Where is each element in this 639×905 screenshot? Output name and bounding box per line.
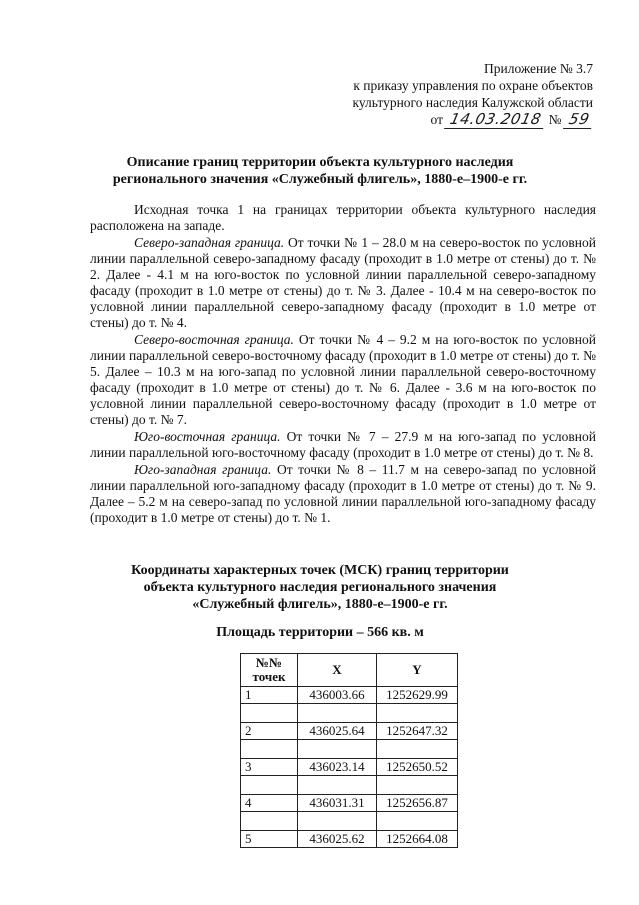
cell-x: 436025.62 [298,831,377,848]
cell-x: 436003.66 [298,687,377,704]
se-boundary-label: Юго-восточная граница. [134,429,281,444]
ne-boundary-paragraph [90,332,596,428]
title-line-2: регионального значения «Служебный флигель», 1880-е–1900-е гг. [112,172,528,187]
table-spacer-row [241,704,458,723]
cell-point-number: 3 [241,759,298,776]
cell-point-number: 2 [241,723,298,740]
table-spacer-row [241,740,458,759]
nw-boundary-paragraph [90,235,596,331]
se-boundary-text: От точки № 7 – 27.9 м на юго-запад по условной линии параллельной юго-восточному фасаду (проходит в 1.0 метре от стены) до т. № 8. [90,429,596,460]
nw-boundary-text: От точки № 1 – 28.0 м на северо-восток по условной линии параллельной северо-западному фасаду (проходит в 1.0 метре от стены) до т. № 2. Далее - 4.1 м на юго-восток по условной линии параллельной северо-западному фасаду (проходит в 1.0 метре от стены) до т. № 3. Далее - 10.4 м на северо-восток по условной линии параллельной северо-западному фасаду (проходит в 1.0 метре от стены) до т. № 4. [90,235,596,330]
cell-y: 1252664.08 [377,831,458,848]
cell-x: 436025.64 [298,723,377,740]
header-x: X [298,654,377,687]
header-point-number [241,654,298,687]
ne-boundary-text: От точки № 4 – 9.2 м на юго-восток по условной линии параллельной северо-восточному фасаду (проходит в 1.0 метре от стены) до т. № 5. Далее – 10.3 м на юго-запад по условной линии параллельной северо-восточному фасаду (проходит в 1.0 метре от стены) до т. № 6. Далее - 3.6 м на юго-восток по условной линии параллельной северо-восточному фасаду (проходит в 1.0 метре от стены) до т. № 7. [90,332,596,427]
spacer-cell [298,704,377,723]
area-heading: Площадь территории – 566 кв. м [216,625,424,640]
spacer-cell [298,812,377,831]
number-prefix: № [548,112,562,127]
spacer-cell [377,812,458,831]
spacer-cell [241,812,298,831]
table-row [241,723,458,740]
coordinates-title [90,562,550,613]
coordinates-table [240,653,458,848]
spacer-cell [241,704,298,723]
spacer-cell [377,704,458,723]
cell-y: 1252650.52 [377,759,458,776]
sw-boundary-paragraph [90,462,596,526]
spacer-cell [241,740,298,759]
header-y: Y [377,654,458,687]
cell-y: 1252647.32 [377,723,458,740]
title-line-1: Описание границ территории объекта культурного наследия [126,155,514,170]
table-row [241,831,458,848]
spacer-cell [298,776,377,795]
cell-y: 1252656.87 [377,795,458,812]
sw-boundary-label: Юго-западная граница. [134,462,272,477]
header-points-word: точек [252,669,286,684]
cell-point-number: 1 [241,687,298,704]
table-header-row [241,654,458,687]
appendix-line-3: культурного наследия Калужской области [352,95,593,110]
spacer-cell [377,776,458,795]
coordinates-title-line-2: объекта культурного наследия регионального значения [143,580,497,595]
sw-boundary-text: От точки № 8 – 11.7 м на северо-запад по условной линии параллельной юго-западному фасаду (проходит в 1.0 метре от стены) до т. № 9. Далее – 5.2 м на северо-запад по условной линии параллельной юго-западному фасаду (проходит в 1.0 метре от стены) до т. № 1. [90,462,596,525]
cell-point-number: 5 [241,831,298,848]
appendix-line-2: к приказу управления по охране объектов [353,78,593,93]
se-boundary-paragraph [90,429,596,461]
ne-boundary-label: Северо-восточная граница. [134,332,294,347]
table-row [241,795,458,812]
appendix-date-line [263,111,593,129]
cell-x: 436031.31 [298,795,377,812]
boundary-description [90,202,596,527]
header-number-sign: №№ [255,655,283,670]
cell-x: 436023.14 [298,759,377,776]
intro-paragraph: Исходная точка 1 на границах территории объекта культурного наследия расположена на западе. [90,202,596,233]
spacer-cell [241,776,298,795]
coordinates-title-line-1: Координаты характерных точек (МСК) границ территории [131,563,509,578]
date-prefix: от [430,112,443,127]
handwritten-number: 59 [563,111,595,129]
spacer-cell [298,740,377,759]
table-row [241,687,458,704]
nw-boundary-label: Северо-западная граница. [134,235,285,250]
cell-point-number: 4 [241,795,298,812]
table-spacer-row [241,812,458,831]
coordinates-title-line-3: «Служебный флигель», 1880-е–1900-е гг. [192,597,448,612]
handwritten-date: 14.03.2018 [444,111,547,129]
appendix-header [263,60,593,129]
appendix-line-1: Приложение № 3.7 [484,61,593,76]
document-title [90,154,550,188]
table-spacer-row [241,776,458,795]
cell-y: 1252629.99 [377,687,458,704]
spacer-cell [377,740,458,759]
table-row [241,759,458,776]
